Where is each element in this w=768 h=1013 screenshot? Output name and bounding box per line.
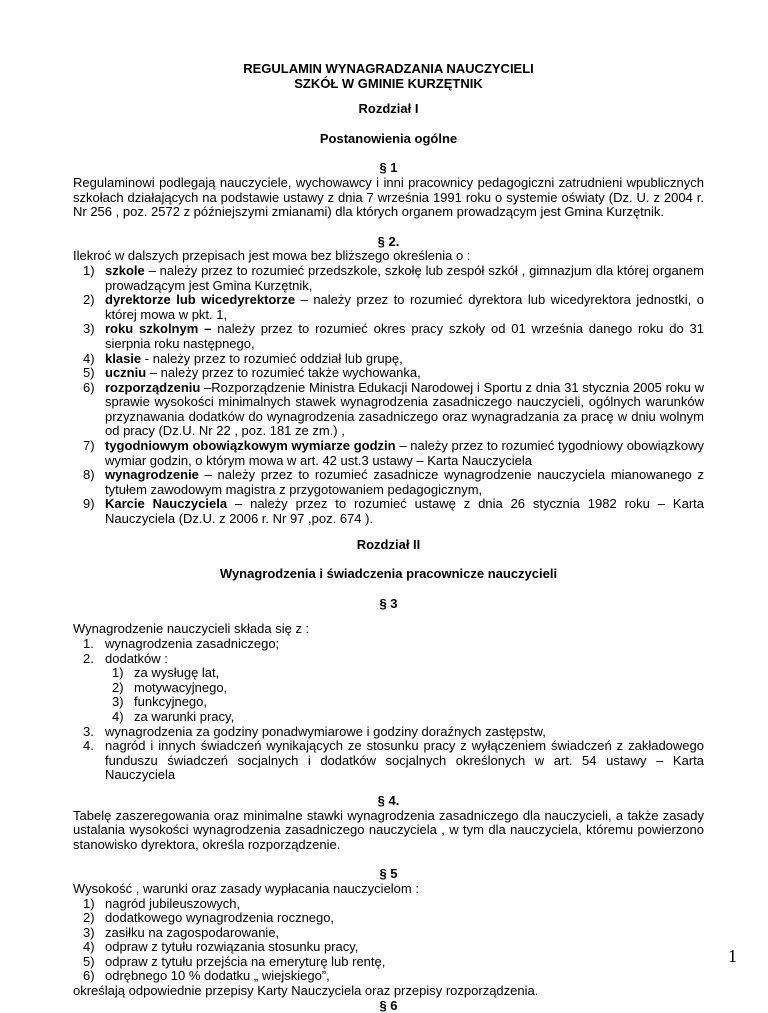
page-number: 1 bbox=[728, 946, 737, 966]
list-item: 2) dodatkowego wynagrodzenia rocznego, bbox=[83, 910, 335, 926]
list-item: 8) wynagrodzenie – należy przez to rozumieć zasadnicze wynagrodzenie nauczyciela mianowanego z tytułem zawodowym magistra z przygotowaniem pedagogicznym, bbox=[83, 467, 704, 497]
section-5-list bbox=[73, 897, 704, 985]
list-item: 4) odpraw z tytułu rozwiązania stosunku pracy, bbox=[83, 939, 359, 955]
list-item: 3. wynagrodzenia za godziny ponadwymiarowe i godziny doraźnych zastępstw, bbox=[83, 723, 546, 739]
section-4-label: § 4. bbox=[377, 792, 400, 808]
list-item: 2. dodatków : bbox=[83, 650, 168, 666]
list-item: 5) uczniu – należy przez to rozumieć także wychowanka, bbox=[83, 365, 421, 381]
section-5-intro: Wysokość , warunki oraz zasady wypłacania nauczycielom : bbox=[73, 880, 419, 896]
chapter2-label: Rozdział II bbox=[356, 536, 421, 552]
section-2-label: § 2. bbox=[377, 233, 400, 249]
chapter1-title: Postanowienia ogólne bbox=[319, 130, 458, 146]
chapter1-label: Rozdział I bbox=[358, 101, 419, 117]
section-3-list bbox=[73, 637, 704, 783]
list-item: 4. nagród i innych świadczeń wynikających ze stosunku pracy z wyłączeniem świadczeń z zakładowego funduszu świadczeń socjalnych i dodatków socjalnych określonych w art. 54 ustawy – Karta Nauczyciela bbox=[83, 738, 704, 783]
list-item: 7) tygodniowym obowiązkowym wymiarze godzin – należy przez to rozumieć tygodniowy obowiązkowy wymiar godzin, o którym mowa w art. 42 ust.3 ustawy – Karta Nauczyciela bbox=[83, 438, 705, 468]
document-page bbox=[73, 62, 704, 1013]
section-6-label: § 6 bbox=[379, 997, 398, 1013]
section-1-text: Regulaminowi podlegają nauczyciele, wychowawcy i inni pracownicy pedagogiczni zatrudnieni wpublicznych szkołach działających na podstawie ustawy z dnia 7 września 1991 roku o systemie oświaty (Dz. U. z 2004 r. Nr 256 , poz. 2572 z późniejszymi zmianami) dla których organem prowadzącym jest Gmina Kurzętnik. bbox=[73, 174, 704, 220]
list-item: 9) Karcie Nauczyciela – należy przez to rozumieć ustawę z dnia 26 stycznia 1982 roku – Karta Nauczyciela (Dz.U. z 2006 r. Nr 97 ,poz. 674 ). bbox=[83, 496, 704, 527]
section-5-label: § 5 bbox=[379, 866, 398, 882]
section-4-text: Tabelę zaszeregowania oraz minimalne stawki wynagrodzenia zasadniczego dla nauczycieli, a także zasady ustalania wysokości wynagrodzenia zasadniczego nauczyciela , w tym dla nauczyciela, któremu powierzono stanowisko dyrektora, określa rozporządzenie. bbox=[73, 807, 704, 852]
section-5-outro: określają odpowiednie przepisy Karty Nauczyciela oraz przepisy rozporządzenia. bbox=[73, 983, 539, 999]
section-2-list bbox=[73, 264, 704, 527]
list-item: 2) dyrektorze lub wicedyrektorze – należy przez to rozumieć dyrektora lub wicedyrektora jednostki, o której mowa w pkt. 1, bbox=[83, 292, 704, 322]
list-item: 3) roku szkolnym – należy przez to rozumieć okres pracy szkoły od 01 września danego roku do 31 sierpnia roku następnego, bbox=[83, 321, 704, 351]
list-item: 1) szkole – należy przez to rozumieć przedszkole, szkołę lub zespół szkół , gimnazjum dla której organem prowadzącym jest Gmina Kurzętnik, bbox=[83, 262, 704, 293]
section-3-label: § 3 bbox=[379, 595, 398, 611]
document-title-line1: REGULAMIN WYNAGRADZANIA NAUCZYCIELI bbox=[243, 61, 534, 76]
sub-list-item: 2) motywacyjnego, bbox=[112, 679, 228, 695]
section-2-intro: Ilekroć w dalszych przepisach jest mowa bez bliższego określenia o : bbox=[73, 248, 471, 264]
document-title-line2: SZKÓŁ W GMINIE KURZĘTNIK bbox=[294, 75, 483, 91]
sub-list-item: 3) funkcyjnego, bbox=[112, 694, 207, 710]
list-item: 3) zasiłku na zagospodarowanie, bbox=[83, 924, 280, 940]
sub-list-item: 1) za wysługę lat, bbox=[112, 665, 220, 681]
list-item: 1) nagród jubileuszowych, bbox=[83, 895, 241, 911]
list-item: 6) odrębnego 10 % dodatku „ wiejskiego”, bbox=[83, 968, 330, 984]
section-1-label: § 1 bbox=[379, 160, 398, 176]
list-item: 4) klasie - należy przez to rozumieć oddział lub grupę, bbox=[83, 350, 403, 366]
list-item: 5) odpraw z tytułu przejścia na emeryturę lub rentę, bbox=[83, 953, 386, 969]
section-3-intro: Wynagrodzenie nauczycieli składa się z : bbox=[73, 621, 310, 637]
list-item: 6) rozporządzeniu –Rozporządzenie Ministra Edukacji Narodowej i Sportu z dnia 31 stycznia 2005 roku w sprawie wysokości minimalnych stawek wynagrodzenia zasadniczego nauczycieli, ogólnych warunków przyznawania dodatków do wynagrodzenia zasadniczego oraz wynagradzania za pracę w dniu wolnym od pracy (Dz.U. Nr 22 , poz. 181 ze zm.) , bbox=[83, 379, 704, 439]
list-item: 1. wynagrodzenia zasadniczego; bbox=[83, 636, 280, 651]
chapter2-title: Wynagrodzenia i świadczenia pracownicze nauczycieli bbox=[219, 566, 558, 582]
sub-list-item: 4) za warunki pracy, bbox=[112, 708, 235, 724]
